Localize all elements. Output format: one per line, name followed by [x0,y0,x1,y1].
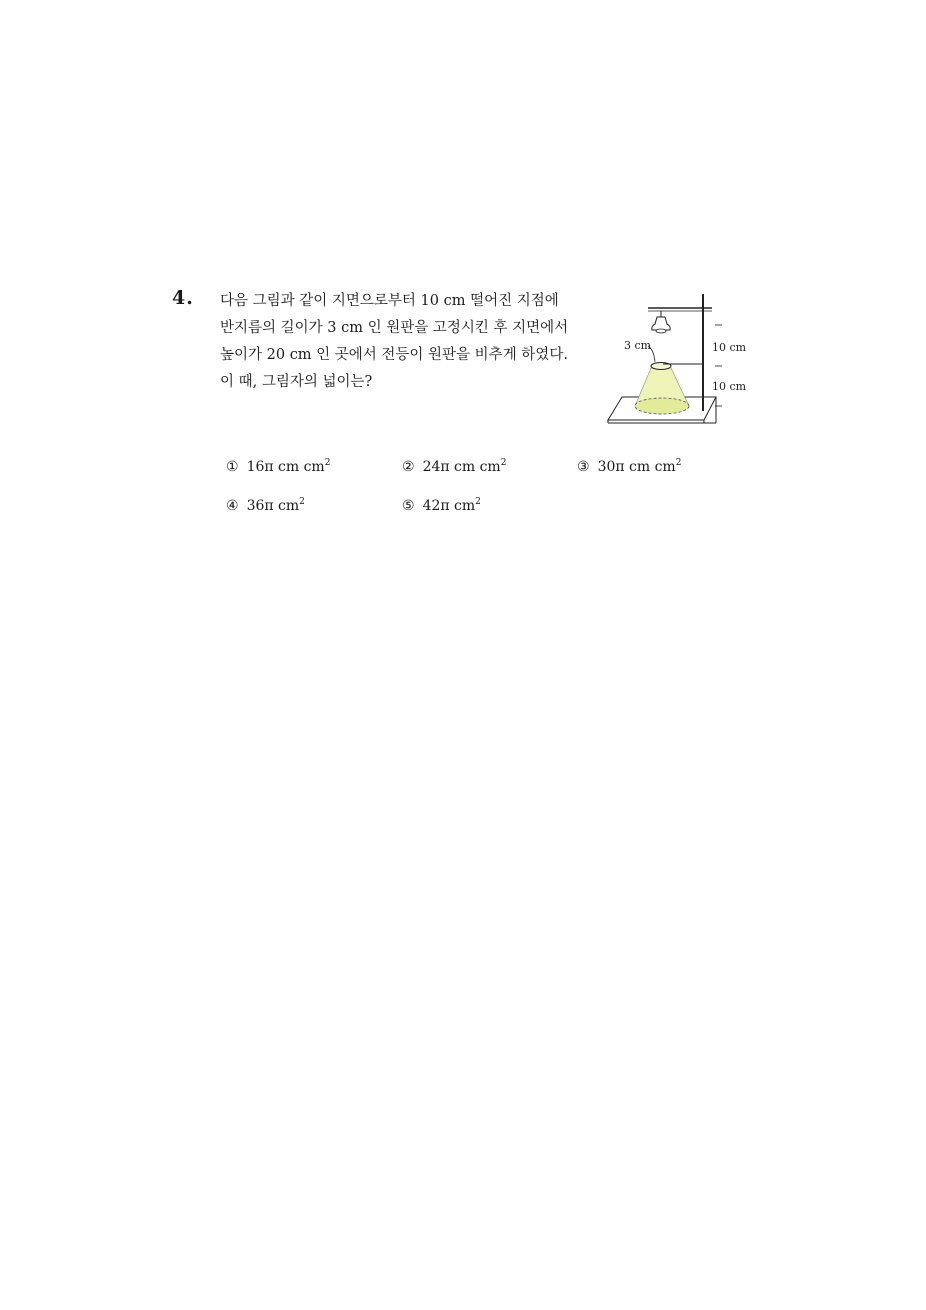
lamp-bulb [656,329,666,333]
choice-2[interactable] [402,458,506,475]
lamp-icon [652,317,670,330]
problem-statement [220,288,592,396]
problem-line: 높이가 20 cm 인 곳에서 전등이 원판을 비추게 하였다. [220,347,568,363]
problem-line: 반지름의 길이가 3 cm 인 원판을 고정시킨 후 지면에서 [220,320,569,336]
choice-value: 30π cm cm [597,459,676,475]
choice-mark: ③ [577,459,590,475]
choice-value: 42π cm [422,498,476,514]
shadow [635,398,689,414]
upper-height-label: 10 cm [712,341,747,354]
problem-number: 4. [172,287,194,309]
choice-exponent: 2 [299,497,305,507]
choice-value: 36π cm [246,498,300,514]
choice-5[interactable] [402,497,481,514]
problem-line: 다음 그림과 같이 지면으로부터 10 cm 떨어진 지점에 [220,293,559,309]
choice-mark: ② [402,459,415,475]
lamp-disc-figure [600,290,760,430]
choice-exponent: 2 [324,458,331,468]
choice-mark: ⑤ [402,498,415,514]
radius-label: 3 cm [624,339,652,352]
choice-mark: ① [226,459,239,475]
problem-line: 이 때, 그림자의 넓이는? [220,374,373,390]
choice-4[interactable] [226,497,305,514]
choice-exponent: 2 [475,497,481,507]
choice-value: 16π cm cm [246,459,325,475]
choice-value: 24π cm cm [422,459,501,475]
choice-3[interactable] [577,458,681,475]
choice-exponent: 2 [675,458,682,468]
choice-exponent: 2 [500,458,507,468]
lower-height-label: 10 cm [712,380,747,393]
choice-1[interactable] [226,458,330,475]
choice-mark: ④ [226,498,239,514]
